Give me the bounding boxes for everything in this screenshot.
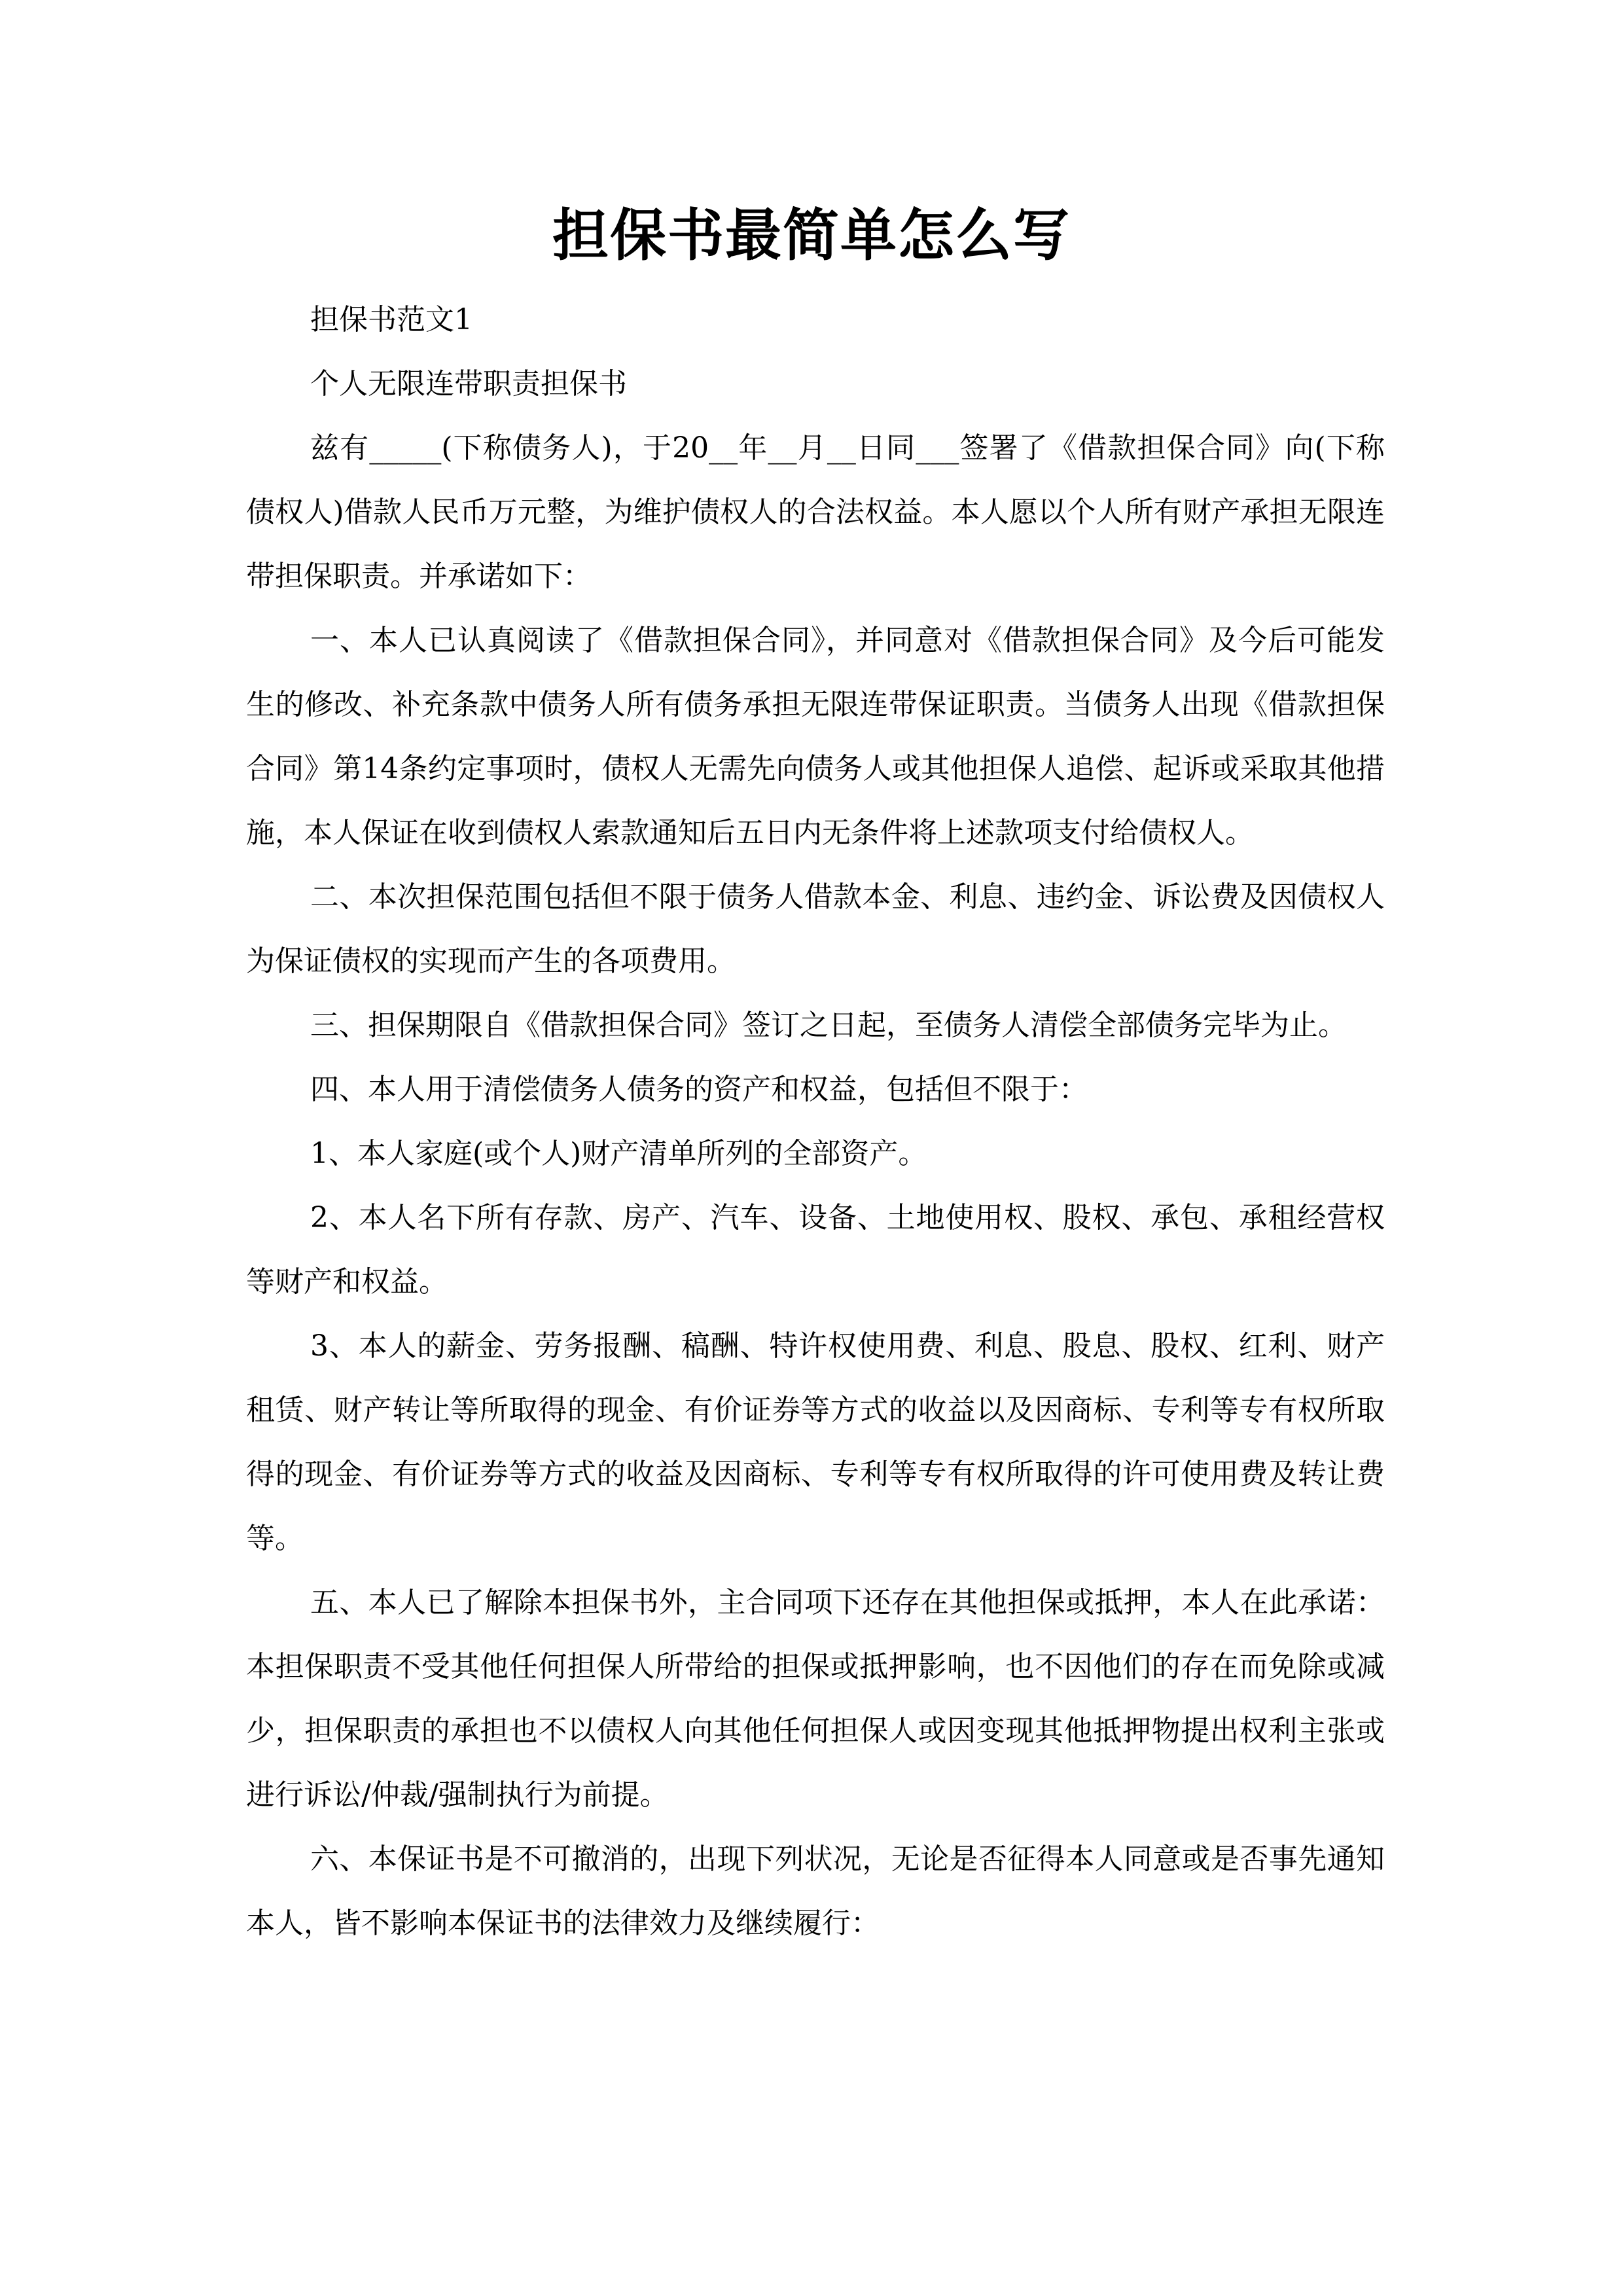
paragraph-clause-2: 二、本次担保范围包括但不限于债务人借款本金、利息、违约金、诉讼费及因债权人为保证债权的实现而产生的各项费用。 <box>246 880 1385 978</box>
paragraph-clause-4: 四、本人用于清偿债务人债务的资产和权益，包括但不限于： <box>310 1073 1088 1106</box>
paragraph-clause-5: 五、本人已了解除本担保书外，主合同项下还存在其他担保或抵押，本人在此承诺：本担保职责不受其他任何担保人所带给的担保或抵押影响，也不因他们的存在而免除或减少，担保职责的承担也不以债权人向其他任何担保人或因变现其他抵押物提出权利主张或进行诉讼/仲裁/强制执行为前提。 <box>246 1586 1385 1812</box>
paragraph-item-1: 1、本人家庭(或个人)财产清单所列的全部资产。 <box>310 1137 927 1170</box>
paragraph-item-2: 2、本人名下所有存款、房产、汽车、设备、土地使用权、股权、承包、承租经营权等财产和权益。 <box>246 1201 1385 1299</box>
document-title: 担保书最简单怎么写 <box>552 202 1071 268</box>
section-label: 担保书范文1 <box>310 303 473 336</box>
paragraph-item-3: 3、本人的薪金、劳务报酬、稿酬、特许权使用费、利息、股息、股权、红利、财产租赁、财产转让等所取得的现金、有价证券等方式的收益以及因商标、专利等专有权所取得的现金、有价证券等方式的收益及因商标、专利等专有权所取得的许可使用费及转让费等。 <box>246 1329 1385 1555</box>
document-body <box>246 288 1385 1956</box>
paragraph-clause-3: 三、担保期限自《借款担保合同》签订之日起，至债务人清偿全部债务完毕为止。 <box>310 1009 1347 1042</box>
paragraph-clause-1: 一、本人已认真阅读了《借款担保合同》，并同意对《借款担保合同》及今后可能发生的修改、补充条款中债务人所有债务承担无限连带保证职责。当债务人出现《借款担保合同》第14条约定事项时，债权人无需先向债务人或其他担保人追偿、起诉或采取其他措施，本人保证在收到债权人索款通知后五日内无条件将上述款项支付给债权人。 <box>246 624 1385 850</box>
paragraph-clause-6: 六、本保证书是不可撤消的，出现下列状况，无论是否征得本人同意或是否事先通知本人，皆不影响本保证书的法律效力及继续履行： <box>246 1842 1385 1940</box>
document-subtitle: 个人无限连带职责担保书 <box>310 367 627 401</box>
paragraph-intro: 兹有_____(下称债务人)，于20__年__月__日同___签署了《借款担保合同》向(下称债权人)借款人民币万元整，为维护债权人的合法权益。本人愿以个人所有财产承担无限连带担保职责。并承诺如下： <box>246 431 1385 593</box>
